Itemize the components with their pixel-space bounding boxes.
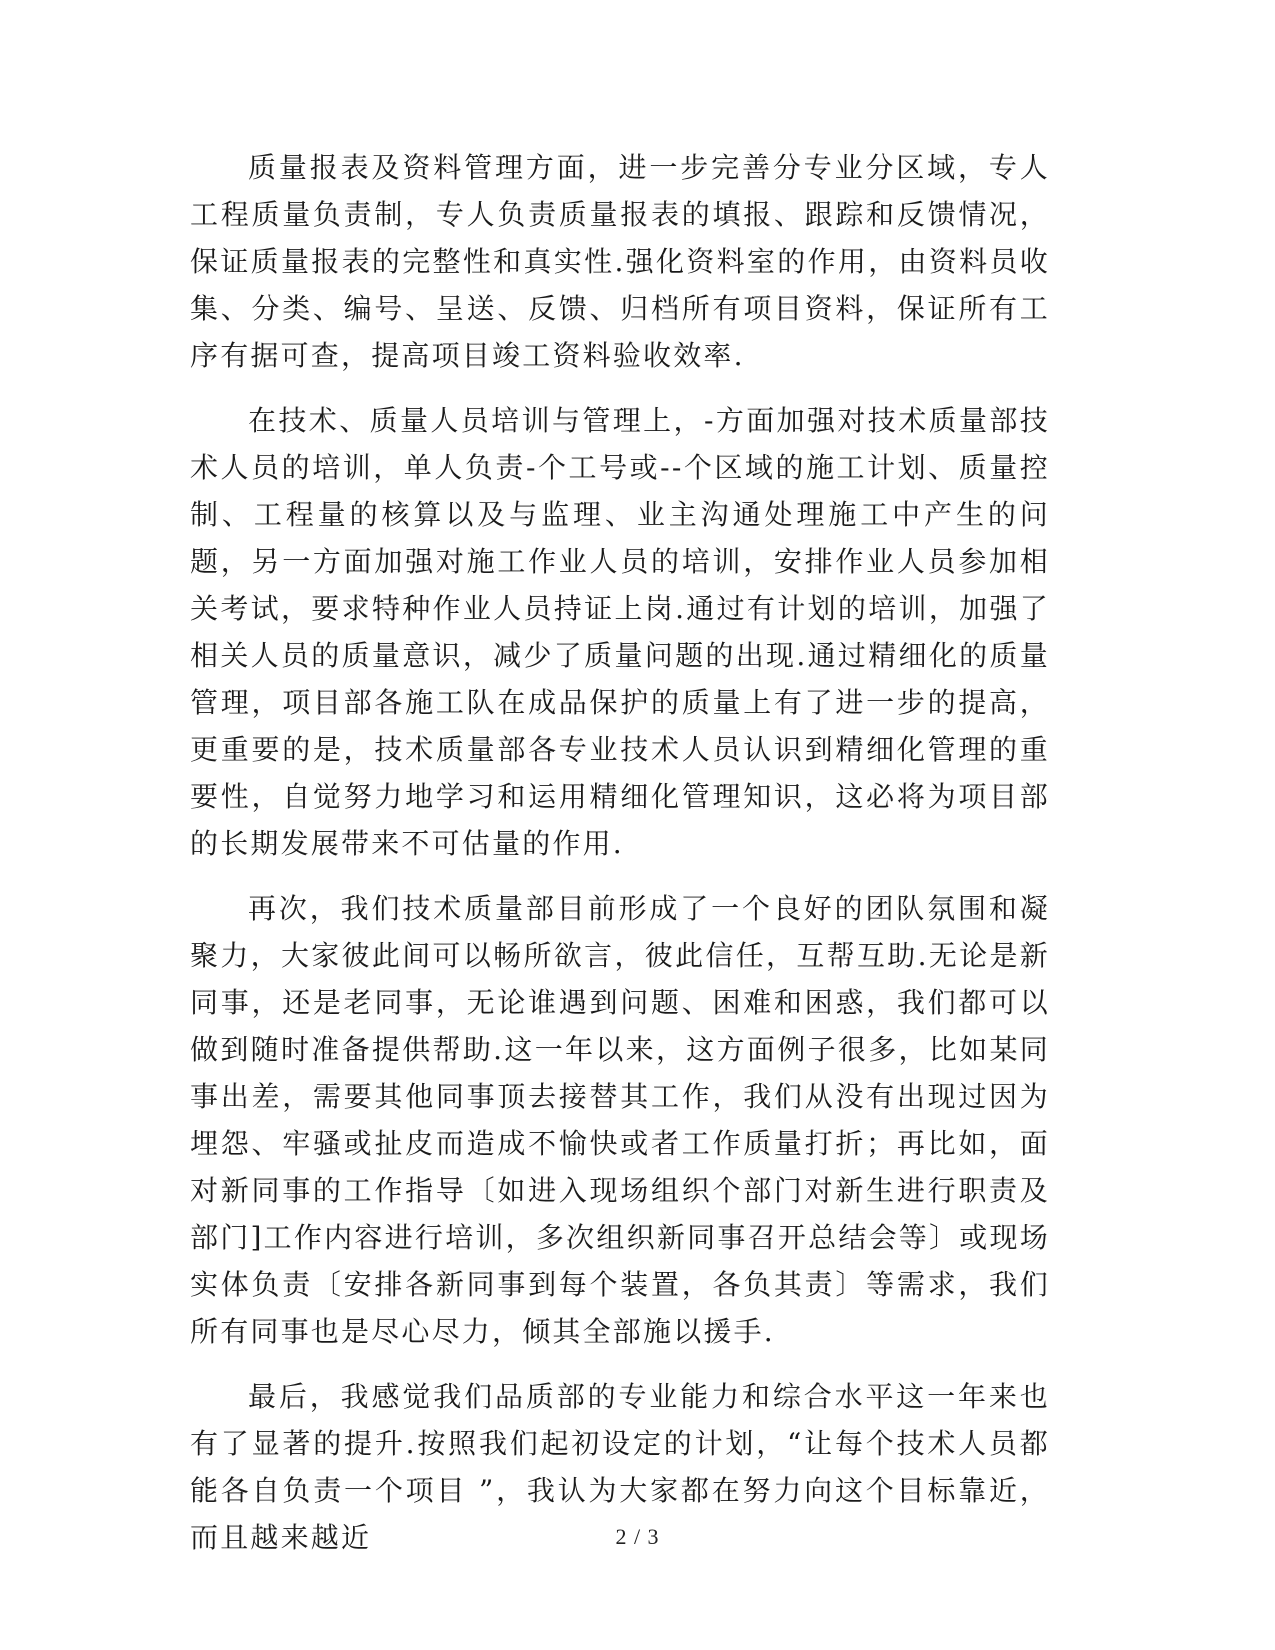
- paragraph-staff-training: 在技术、质量人员培训与管理上，-方面加强对技术质量部技术人员的培训，单人负责-个工号或--个区域的施工计划、质量控制、工程量的核算以及与监理、业主沟通处理施工中产生的问题，另一方面加强对施工作业人员的培训，安排作业人员参加相关考试，要求特种作业人员持证上岗.通过有计划的培训，加强了相关人员的质量意识，减少了质量问题的出现.通过精细化的质量管理，项目部各施工队在成品保护的质量上有了进一步的提高，更重要的是，技术质量部各专业技术人员认识到精细化管理的重要性，自觉努力地学习和运用精细化管理知识，这必将为项目部的长期发展带来不可估量的作用.: [190, 404, 1050, 860]
- paragraph-professional-ability: 最后，我感觉我们品质部的专业能力和综合水平这一年来也有了显著的提升.按照我们起初设定的计划，“让每个技术人员都能各自负责一个项目 ”，我认为大家都在努力向这个目标靠近，而且越来越近: [190, 1380, 1050, 1554]
- paragraph-team-atmosphere: 再次，我们技术质量部目前形成了一个良好的团队氛围和凝聚力，大家彼此间可以畅所欲言，彼此信任，互帮互助.无论是新同事，还是老同事，无论谁遇到问题、困难和困惑，我们都可以做到随时准备提供帮助.这一年以来，这方面例子很多，比如某同事出差，需要其他同事顶去接替其工作，我们从没有出现过因为埋怨、牢骚或扯皮而造成不愉快或者工作质量打折；再比如，面对新同事的工作指导〔如进入现场组织个部门对新生进行职责及部门]工作内容进行培训，多次组织新同事召开总结会等〕或现场实体负责〔安排各新同事到每个装置，各负其责〕等需求，我们所有同事也是尽心尽力，倾其全部施以援手.: [190, 892, 1050, 1348]
- document-body: [190, 144, 1050, 1579]
- paragraph-quality-reports: 质量报表及资料管理方面，进一步完善分专业分区域，专人工程质量负责制，专人负责质量报表的填报、跟踪和反馈情况，保证质量报表的完整性和真实性.强化资料室的作用，由资料员收集、分类、编号、呈送、反馈、归档所有项目资料，保证所有工序有据可查，提高项目竣工资料验收效率.: [190, 151, 1050, 372]
- page-number: 2 / 3: [615, 1524, 660, 1549]
